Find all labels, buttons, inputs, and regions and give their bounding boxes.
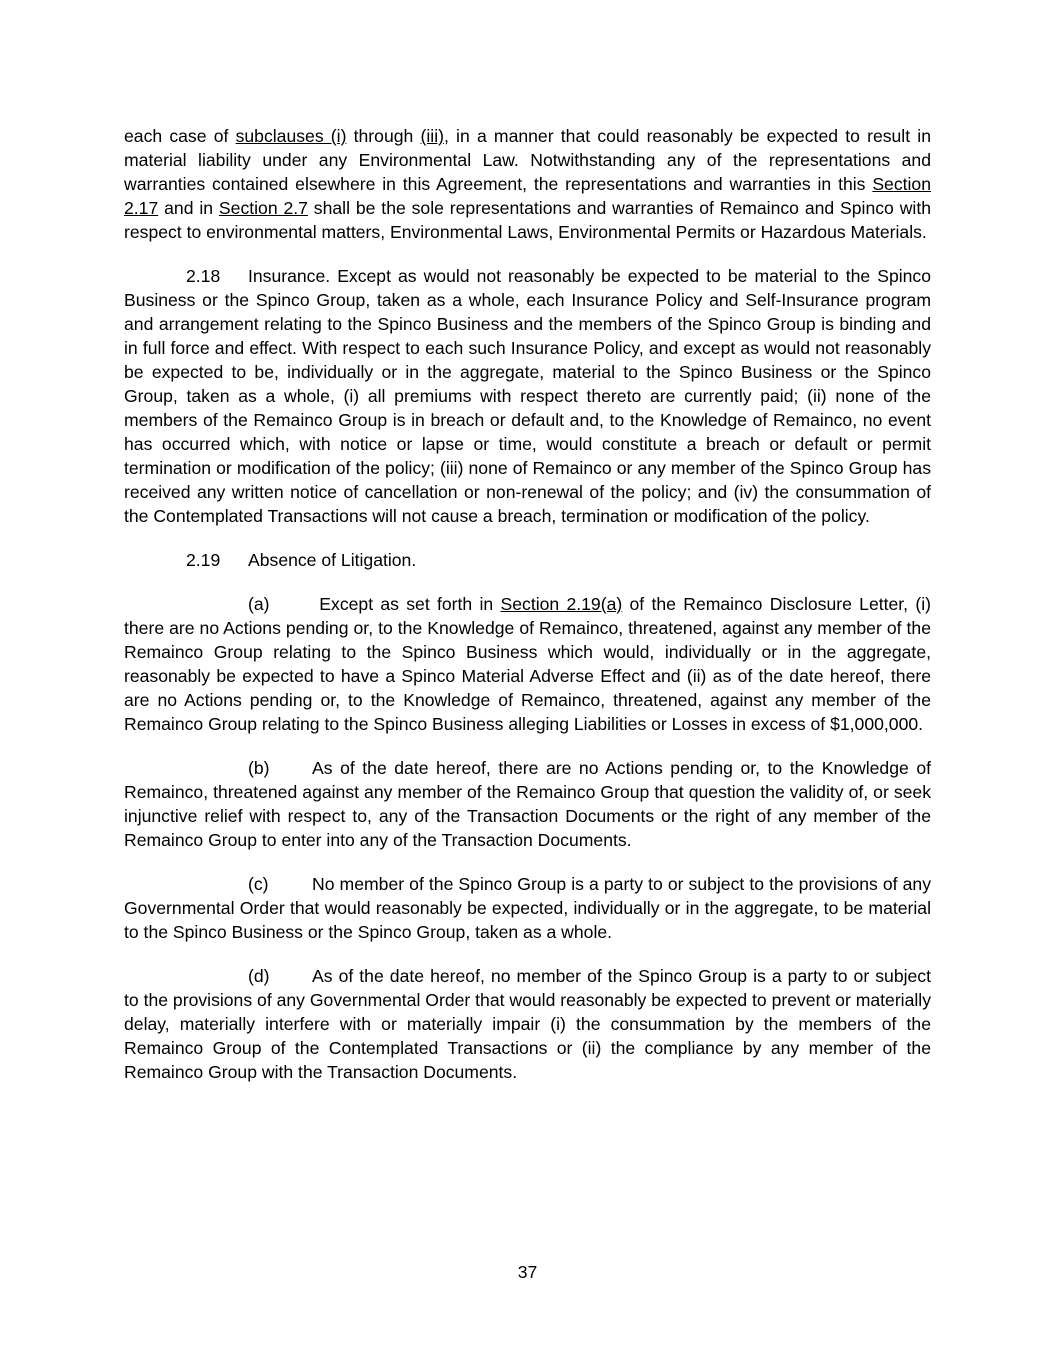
page-number: 37 [517, 1262, 538, 1282]
section-2-19-heading [124, 548, 931, 572]
section-number: 2.19 [186, 550, 221, 570]
text-run: through [346, 126, 421, 146]
clause-text: As of the date hereof, no member of the Spinco Group is a party to or subject to the provisions of any Governmental Order that would reasonably be expected to prevent or materially delay, materially interfere with or materially impair (i) the consummation by the members of the Remainco Group of the Contemplated Transactions or (ii) the compliance by any member of the Remainco Group with the Transaction Documents. [124, 966, 931, 1082]
section-body: Except as would not reasonably be expected to be material to the Spinco Business or the Spinco Group, taken as a whole, each Insurance Policy and Self-Insurance program and arrangement relating to the Spinco Business and the members of the Spinco Group is binding and in full force and effect. With respect to each such Insurance Policy, and except as would not reasonably be expected to be, individually or in the aggregate, material to the Spinco Business or the Spinco Group, taken as a whole, (i) all premiums with respect thereto are currently paid; (ii) none of the members of the Remainco Group is in breach or default and, to the Knowledge of Remainco, no event has occurred which, with notice or lapse or time, would constitute a breach or default or permit termination or modification of the policy; (iii) none of Remainco or any member of the Spinco Group has received any written notice of cancellation or non-renewal of the policy; and (iv) the consummation of the Contemplated Transactions will not cause a breach, termination or modification of the policy. [124, 266, 931, 526]
document-page [124, 124, 931, 1084]
section-2-19a-ref: Section 2.19(a) [500, 594, 623, 614]
section-2-7-ref: Section 2.7 [218, 198, 308, 218]
text-run: and in [158, 198, 219, 218]
clause-label: (b) [248, 758, 270, 778]
section-2-17-ref: Section 2.17 [124, 174, 931, 218]
clause-text: No member of the Spinco Group is a party to or subject to the provisions of any Governmental Order that would reasonably be expected, individually or in the aggregate, to be material to the Spinco Business or the Spinco Group, taken as a whole. [124, 874, 931, 942]
environmental-paragraph [124, 124, 931, 244]
section-number: 2.18 [186, 266, 221, 286]
text-run: each case of [124, 126, 236, 146]
text-run: of the Remainco Disclosure Letter, (i) there are no Actions pending or, to the Knowledge of Remainco, threatened, against any member of the Remainco Group relating to the Spinco Business which would, individually or in the aggregate, reasonably be expected to have a Spinco Material Adverse Effect and (ii) as of the date hereof, there are no Actions pending or, to the Knowledge of Remainco, threatened, against any member of the Remainco Group relating to the Spinco Business alleging Liabilities or Losses in excess of $1,000,000. [124, 594, 931, 734]
section-title: Absence of Litigation. [248, 550, 417, 570]
text-run: shall be the sole representations and warranties of Remainco and Spinco with respect to environmental matters, Environmental Laws, Environmental Permits or Hazardous Materials. [124, 198, 931, 242]
clause-label: (d) [248, 966, 270, 986]
clause-c [124, 872, 931, 944]
section-title: Insurance. [248, 266, 331, 286]
clause-d [124, 964, 931, 1084]
clause-label: (a) [248, 594, 270, 614]
clause-text: As of the date hereof, there are no Actions pending or, to the Knowledge of Remainco, threatened against any member of the Remainco Group that question the validity of, or seek injunctive relief with respect to, any of the Transaction Documents or the right of any member of the Remainco Group to enter into any of the Transaction Documents. [124, 758, 931, 850]
clause-a [124, 592, 931, 736]
section-2-18-insurance [124, 264, 931, 528]
subclauses-i-ref: subclauses (i) [235, 126, 347, 146]
subclause-iii-ref: (iii) [420, 126, 444, 146]
text-run: , in a manner that could reasonably be expected to result in material liability under any Environmental Law. Notwithstanding any of the representations and warranties contained elsewhere in this Agreement, the representations and warranties in this [124, 126, 931, 194]
clause-label: (c) [248, 874, 269, 894]
clause-b [124, 756, 931, 852]
text-run: Except as set forth in [312, 594, 501, 614]
